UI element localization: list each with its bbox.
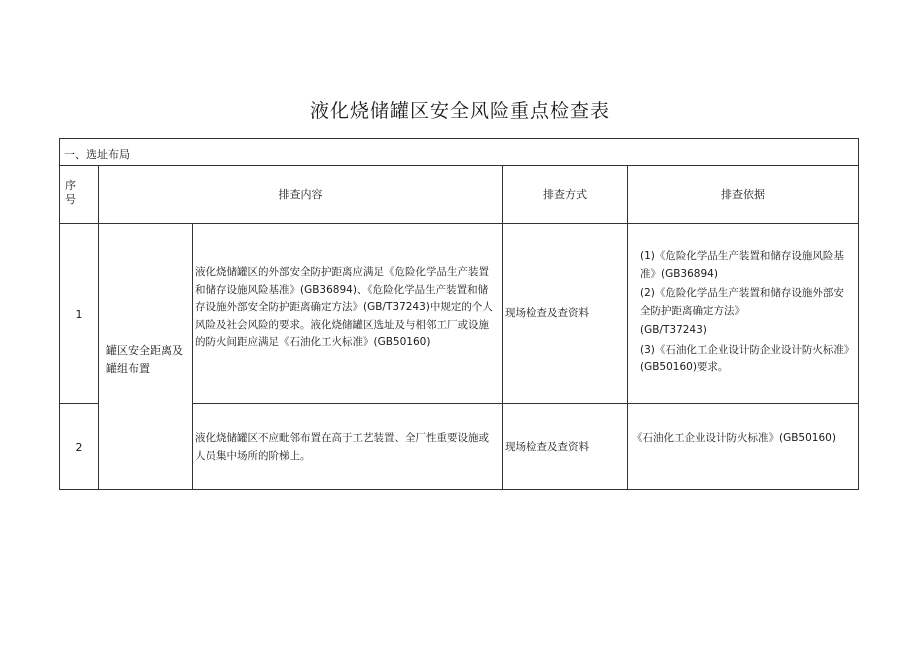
row-method: 现场检查及查资料 [505, 307, 589, 319]
basis-item: (3)《石油化工企业设计防企业设计防火标准》(GB50160)要求。 [640, 343, 850, 373]
divider [192, 403, 858, 404]
group-label: 罐区安全距离及罐组布置 [106, 344, 183, 375]
page-title: 液化烧储罐区安全风险重点检查表 [309, 100, 610, 122]
basis-item: (1)《危险化学品生产装置和储存设施风险基准》(GB36894) [640, 250, 844, 280]
inspection-table [59, 138, 859, 490]
header-basis: 排查依据 [721, 188, 765, 201]
divider [60, 165, 858, 166]
row-index: 1 [75, 308, 83, 321]
basis-item: (2)《危险化学品生产装置和储存设施外部安全防护距离确定方法》 [640, 287, 844, 317]
row-index: 2 [75, 441, 83, 454]
section-heading: 一、选址布局 [64, 148, 130, 161]
header-method: 排查方式 [543, 188, 587, 201]
header-index: 序号 [65, 179, 76, 206]
row-content: 液化烧储罐区不应毗邻布置在高于工艺装置、全厂性重要设施或人员集中场所的阶梯上。 [195, 432, 489, 462]
divider [192, 223, 193, 489]
row-basis [628, 430, 850, 448]
divider [60, 223, 858, 224]
basis-item: 《石油化工企业设计防火标准》(GB50160) [632, 432, 836, 444]
basis-item: (GB/T37243) [640, 324, 707, 336]
divider [98, 165, 99, 489]
header-content: 排查内容 [278, 188, 323, 201]
row-method: 现场检查及查资料 [505, 441, 589, 453]
row-basis [628, 248, 850, 377]
divider [60, 403, 98, 404]
divider [502, 165, 503, 489]
row-content: 液化烧储罐区的外部安全防护距离应满足《危险化学品生产装置和储存设施风险基准》(GB36894)、《危险化学品生产装置和储存设施外部安全防护距离确定方法》(GB/T37243)中规定的个人风险及社会风险的要求。液化烧储罐区选址及与相邻工厂或设施的防火间距应满足《石油化工火标准》(GB50160) [195, 266, 493, 348]
